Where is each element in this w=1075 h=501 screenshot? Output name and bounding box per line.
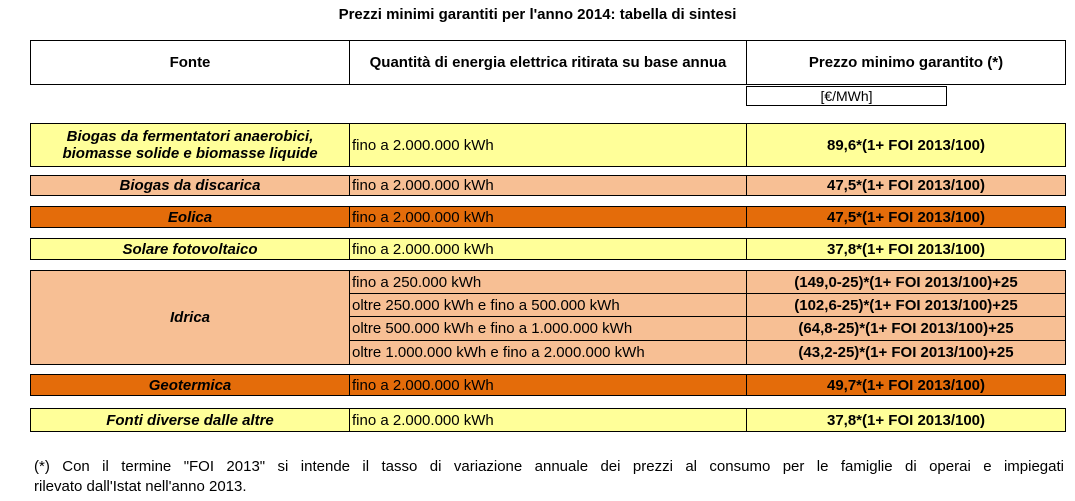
row-diverse-fonte: Fonti diverse dalle altre	[30, 408, 350, 432]
row-idrica-price-4: (43,2-25)*(1+ FOI 2013/100)+25	[746, 340, 1066, 365]
row-idrica-price-2: (102,6-25)*(1+ FOI 2013/100)+25	[746, 293, 1066, 317]
row-solare-qty: fino a 2.000.000 kWh	[349, 238, 747, 260]
row-solare-price: 37,8*(1+ FOI 2013/100)	[746, 238, 1066, 260]
row-biogas-disc-price: 47,5*(1+ FOI 2013/100)	[746, 175, 1066, 196]
row-idrica-fonte: Idrica	[30, 270, 350, 365]
row-geotermica-fonte: Geotermica	[30, 374, 350, 396]
page-title: Prezzi minimi garantiti per l'anno 2014: tabella di sintesi	[338, 6, 737, 23]
row-eolica-qty: fino a 2.000.000 kWh	[349, 206, 747, 228]
footnote-line-2: rilevato dall'Istat nell'anno 2013.	[34, 478, 247, 495]
row-biogas-ferm-price: 89,6*(1+ FOI 2013/100)	[746, 123, 1066, 167]
header-quantita: Quantità di energia elettrica ritirata su base annua	[349, 40, 747, 85]
header-fonte: Fonte	[30, 40, 350, 85]
row-idrica-qty-4: oltre 1.000.000 kWh e fino a 2.000.000 kWh	[349, 340, 747, 365]
row-solare-fonte: Solare fotovoltaico	[30, 238, 350, 260]
header-prezzo: Prezzo minimo garantito (*)	[746, 40, 1066, 85]
row-biogas-disc-fonte: Biogas da discarica	[30, 175, 350, 196]
row-idrica-qty-1: fino a 250.000 kWh	[349, 270, 747, 294]
row-eolica-fonte: Eolica	[30, 206, 350, 228]
row-eolica-price: 47,5*(1+ FOI 2013/100)	[746, 206, 1066, 228]
row-idrica-qty-3: oltre 500.000 kWh e fino a 1.000.000 kWh	[349, 316, 747, 341]
row-diverse-price: 37,8*(1+ FOI 2013/100)	[746, 408, 1066, 432]
row-idrica-price-3: (64,8-25)*(1+ FOI 2013/100)+25	[746, 316, 1066, 341]
row-biogas-ferm-fonte: Biogas da fermentatori anaerobici, biomasse solide e biomasse liquide	[30, 123, 350, 167]
row-biogas-ferm-qty: fino a 2.000.000 kWh	[349, 123, 747, 167]
row-biogas-disc-qty: fino a 2.000.000 kWh	[349, 175, 747, 196]
row-idrica-price-1: (149,0-25)*(1+ FOI 2013/100)+25	[746, 270, 1066, 294]
footnote-line-1: (*) Con il termine "FOI 2013" si intende il tasso di variazione annuale dei prezzi al consumo per le famiglie di operai e impiegati	[34, 458, 1064, 475]
header-unit: [€/MWh]	[746, 86, 947, 106]
row-idrica-qty-2: oltre 250.000 kWh e fino a 500.000 kWh	[349, 293, 747, 317]
row-diverse-qty: fino a 2.000.000 kWh	[349, 408, 747, 432]
row-geotermica-qty: fino a 2.000.000 kWh	[349, 374, 747, 396]
row-geotermica-price: 49,7*(1+ FOI 2013/100)	[746, 374, 1066, 396]
